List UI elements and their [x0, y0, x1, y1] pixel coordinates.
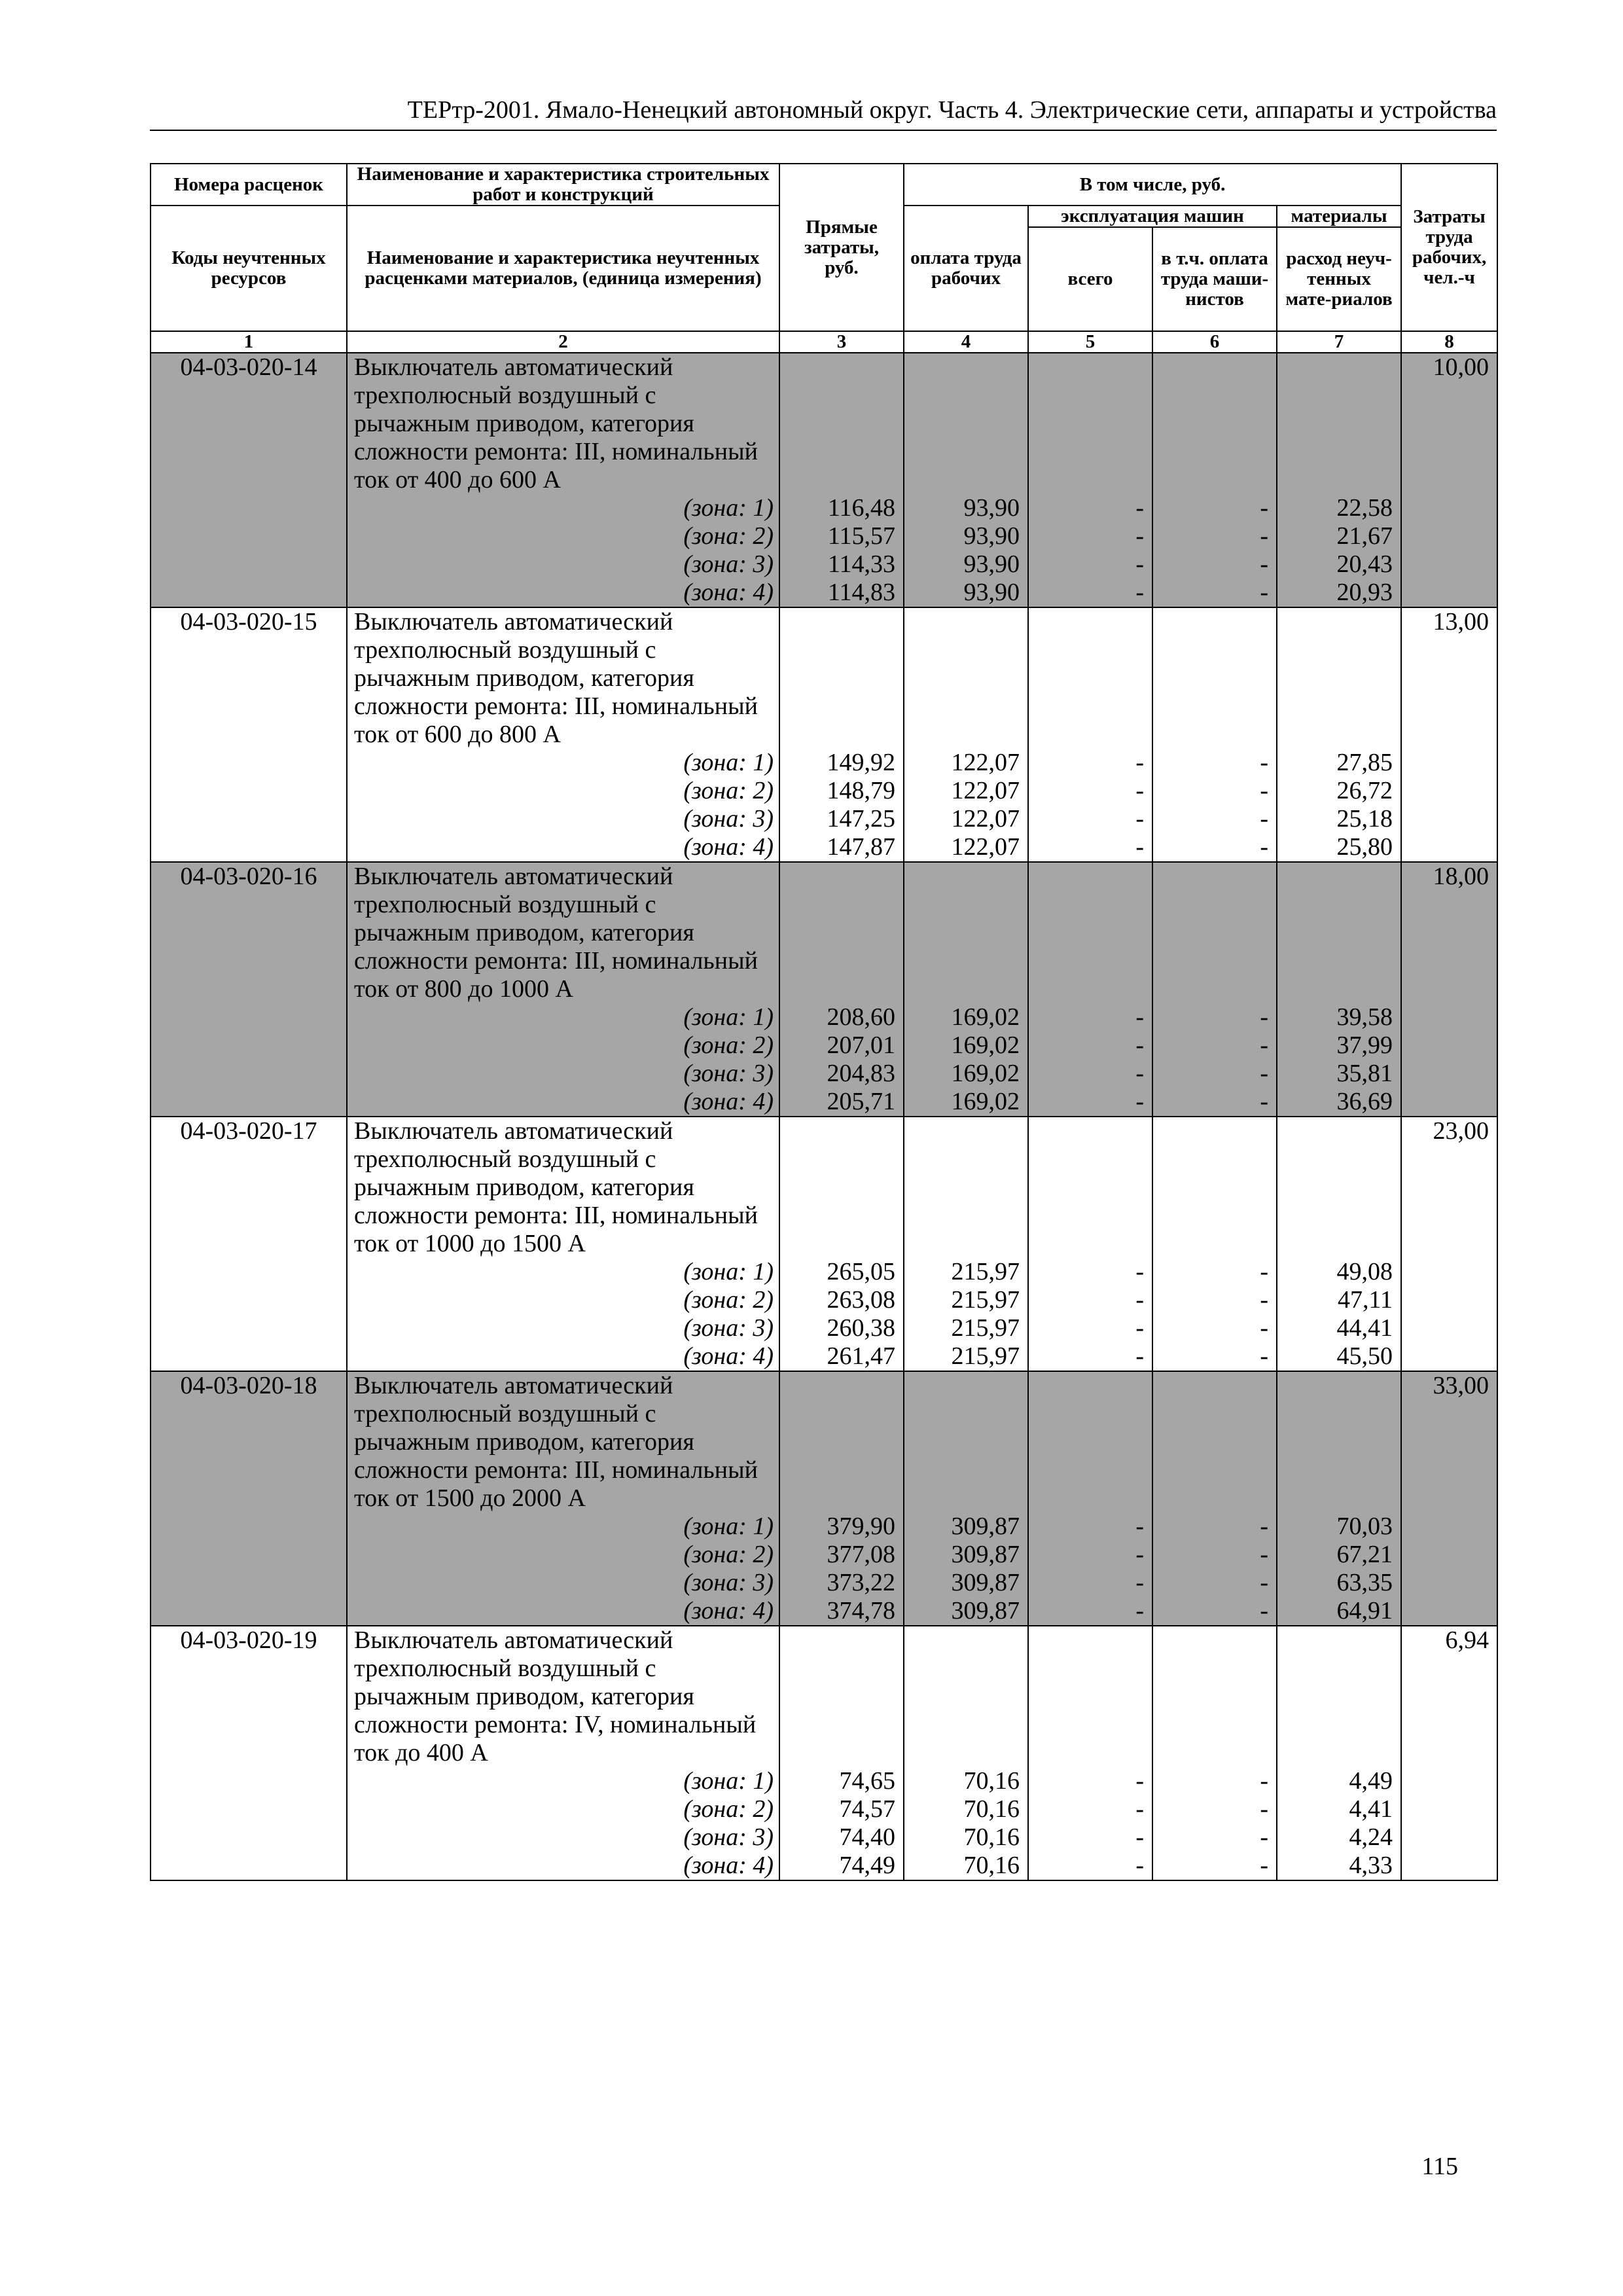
zone-label: (зона: 4) [683, 1597, 774, 1624]
description-line: сложности ремонта: IV, номинальный [354, 1711, 757, 1738]
page-number: 115 [1421, 2153, 1458, 2180]
materials-consumption-value: 4,49 [1349, 1767, 1393, 1795]
materials-consumption-value: 25,80 [1336, 833, 1393, 861]
labor-hours-cell [1401, 353, 1497, 607]
description-line: Выключатель автоматический [354, 608, 673, 636]
head-resource-codes: Коды неучтенных ресурсов [151, 206, 347, 331]
zone-label: (зона: 1) [683, 494, 774, 522]
materials-consumption-value: 25,18 [1336, 805, 1393, 833]
materials-consumption-value: 45,50 [1336, 1342, 1393, 1370]
direct-costs-value: 260,38 [827, 1314, 895, 1342]
labor-pay-value: 215,97 [951, 1286, 1020, 1314]
zone-label: (зона: 2) [683, 1286, 774, 1314]
machines-total-value: - [1135, 833, 1144, 861]
table-row [151, 862, 1497, 1117]
machines-pay-cell [1152, 607, 1277, 862]
column-numbers-row [151, 331, 1497, 353]
zone-label: (зона: 1) [683, 1513, 774, 1540]
direct-costs-value: 74,65 [839, 1767, 895, 1795]
rate-description [347, 353, 779, 607]
column-number: 1 [151, 331, 347, 353]
description-line: сложности ремонта: III, номинальный [354, 1456, 758, 1484]
labor-hours-cell [1401, 1117, 1497, 1371]
machines-pay-value: - [1260, 1060, 1268, 1087]
machines-pay-value: - [1260, 1088, 1268, 1115]
zone-label: (зона: 3) [683, 1060, 774, 1087]
description-line: трехполюсный воздушный с [354, 1400, 656, 1427]
labor-hours-value: 18,00 [1433, 863, 1489, 890]
column-number: 8 [1401, 331, 1497, 353]
rate-description [347, 862, 779, 1117]
machines-total-value: - [1135, 1003, 1144, 1031]
description-line: Выключатель автоматический [354, 353, 673, 381]
table-row [151, 353, 1497, 607]
rate-code [151, 862, 347, 1117]
head-labor-pay: оплата труда рабочих [904, 206, 1028, 331]
description-line: трехполюсный воздушный с [354, 891, 656, 918]
description-line: Выключатель автоматический [354, 1372, 673, 1399]
rate-code [151, 1371, 347, 1626]
materials-consumption-value: 47,11 [1337, 1286, 1393, 1314]
materials-consumption-value: 22,58 [1336, 494, 1393, 522]
head-materials-consumption: расход неуч-тенных мате-риалов [1277, 227, 1401, 331]
machines-pay-value: - [1260, 550, 1268, 578]
zone-label: (зона: 3) [683, 805, 774, 833]
machines-pay-value: - [1260, 1286, 1268, 1314]
labor-hours-value: 23,00 [1433, 1117, 1489, 1145]
machines-pay-value: - [1260, 1823, 1268, 1851]
head-material-name: Наименование и характеристика неучтенных расценками материалов, (единица измерения) [347, 206, 779, 331]
labor-pay-value: 215,97 [951, 1258, 1020, 1285]
materials-consumption-value: 44,41 [1336, 1314, 1393, 1342]
labor-pay-value: 93,90 [963, 494, 1020, 522]
materials-consumption-cell [1277, 1371, 1401, 1626]
machines-pay-value: - [1260, 1852, 1268, 1879]
labor-pay-value: 93,90 [963, 579, 1020, 606]
labor-pay-value: 215,97 [951, 1314, 1020, 1342]
zone-label: (зона: 1) [683, 1003, 774, 1031]
description-line: ток до 400 А [354, 1739, 488, 1767]
materials-consumption-cell [1277, 353, 1401, 607]
description-line: сложности ремонта: III, номинальный [354, 692, 758, 720]
rate-code [151, 1117, 347, 1371]
description-line: ток от 400 до 600 А [354, 466, 561, 493]
machines-total-value: - [1135, 494, 1144, 522]
machines-pay-value: - [1260, 1767, 1268, 1795]
rate-description [347, 1371, 779, 1626]
table-body [151, 353, 1497, 1880]
labor-hours-value: 6,94 [1445, 1626, 1489, 1654]
description-line: сложности ремонта: III, номинальный [354, 438, 758, 465]
description-line: трехполюсный воздушный с [354, 382, 656, 409]
description-line: рычажным приводом, категория [354, 664, 694, 692]
rate-code-text: 04-03-020-18 [180, 1372, 317, 1399]
direct-costs-cell [779, 862, 904, 1117]
labor-pay-value: 70,16 [963, 1823, 1020, 1851]
zone-label: (зона: 3) [683, 550, 774, 578]
materials-consumption-value: 20,93 [1336, 579, 1393, 606]
materials-consumption-cell [1277, 1626, 1401, 1880]
table-row [151, 1626, 1497, 1880]
direct-costs-value: 114,33 [827, 550, 895, 578]
direct-costs-value: 148,79 [827, 777, 895, 804]
rate-code [151, 353, 347, 607]
description-line: Выключатель автоматический [354, 1626, 673, 1654]
direct-costs-value: 208,60 [827, 1003, 895, 1031]
materials-consumption-value: 37,99 [1336, 1031, 1393, 1059]
direct-costs-value: 261,47 [827, 1342, 895, 1370]
labor-hours-cell [1401, 1626, 1497, 1880]
machines-pay-cell [1152, 862, 1277, 1117]
machines-pay-value: - [1260, 579, 1268, 606]
machines-pay-value: - [1260, 749, 1268, 776]
labor-pay-value: 93,90 [963, 522, 1020, 550]
machines-pay-value: - [1260, 1513, 1268, 1540]
table-head [151, 164, 1497, 353]
machines-pay-value: - [1260, 1003, 1268, 1031]
zone-label: (зона: 1) [683, 1258, 774, 1285]
materials-consumption-value: 4,33 [1349, 1852, 1393, 1879]
labor-pay-cell [904, 353, 1028, 607]
description-line: трехполюсный воздушный с [354, 1655, 656, 1682]
rate-description [347, 1626, 779, 1880]
zone-label: (зона: 2) [683, 522, 774, 550]
description-line: трехполюсный воздушный с [354, 1145, 656, 1173]
machines-total-value: - [1135, 1597, 1144, 1624]
direct-costs-value: 377,08 [827, 1541, 895, 1568]
direct-costs-cell [779, 1117, 904, 1371]
direct-costs-cell [779, 1371, 904, 1626]
machines-pay-value: - [1260, 777, 1268, 804]
labor-hours-cell [1401, 607, 1497, 862]
rate-code-text: 04-03-020-14 [180, 353, 317, 381]
labor-pay-value: 309,87 [951, 1597, 1020, 1624]
machines-total-value: - [1135, 1569, 1144, 1596]
rate-code-text: 04-03-020-19 [180, 1626, 317, 1654]
zone-label: (зона: 4) [683, 1088, 774, 1115]
direct-costs-value: 379,90 [827, 1513, 895, 1540]
description-line: ток от 600 до 800 А [354, 721, 561, 748]
direct-costs-value: 74,57 [839, 1795, 895, 1823]
machines-total-value: - [1135, 1031, 1144, 1059]
labor-pay-value: 169,02 [951, 1003, 1020, 1031]
description-line: ток от 1500 до 2000 А [354, 1484, 586, 1512]
machines-pay-cell [1152, 1626, 1277, 1880]
machines-pay-value: - [1260, 1597, 1268, 1624]
labor-pay-value: 70,16 [963, 1795, 1020, 1823]
machines-total-value: - [1135, 1314, 1144, 1342]
zone-label: (зона: 1) [683, 749, 774, 776]
materials-consumption-cell [1277, 1117, 1401, 1371]
rate-code-text: 04-03-020-16 [180, 863, 317, 890]
machines-pay-value: - [1260, 1258, 1268, 1285]
labor-pay-value: 215,97 [951, 1342, 1020, 1370]
table-row [151, 607, 1497, 862]
machines-total-value: - [1135, 1541, 1144, 1568]
direct-costs-value: 207,01 [827, 1031, 895, 1059]
zone-label: (зона: 2) [683, 777, 774, 804]
head-rate-numbers: Номера расценок [151, 164, 347, 206]
materials-consumption-value: 20,43 [1336, 550, 1393, 578]
machines-total-value: - [1135, 550, 1144, 578]
description-line: рычажным приводом, категория [354, 1428, 694, 1456]
zone-label: (зона: 2) [683, 1541, 774, 1568]
description-line: сложности ремонта: III, номинальный [354, 1202, 758, 1229]
direct-costs-value: 116,48 [827, 494, 895, 522]
column-number: 5 [1028, 331, 1152, 353]
zone-label: (зона: 4) [683, 1342, 774, 1370]
machines-total-cell [1028, 1117, 1152, 1371]
direct-costs-value: 265,05 [827, 1258, 895, 1285]
machines-total-cell [1028, 1371, 1152, 1626]
machines-pay-value: - [1260, 1314, 1268, 1342]
direct-costs-value: 263,08 [827, 1286, 895, 1314]
table-row [151, 1117, 1497, 1371]
labor-hours-cell [1401, 862, 1497, 1117]
machines-total-value: - [1135, 777, 1144, 804]
zone-label: (зона: 4) [683, 1852, 774, 1879]
head-including: В том числе, руб. [904, 164, 1401, 206]
machines-pay-value: - [1260, 1541, 1268, 1568]
machines-pay-value: - [1260, 522, 1268, 550]
machines-total-value: - [1135, 1342, 1144, 1370]
labor-pay-cell [904, 1117, 1028, 1371]
materials-consumption-cell [1277, 607, 1401, 862]
materials-consumption-value: 35,81 [1336, 1060, 1393, 1087]
machines-pay-value: - [1260, 1342, 1268, 1370]
direct-costs-value: 204,83 [827, 1060, 895, 1087]
machines-pay-value: - [1260, 1031, 1268, 1059]
materials-consumption-cell [1277, 862, 1401, 1117]
labor-pay-value: 70,16 [963, 1767, 1020, 1795]
machines-pay-cell [1152, 1371, 1277, 1626]
head-labor-costs: Затраты труда рабочих, чел.-ч [1401, 164, 1497, 331]
direct-costs-value: 147,25 [827, 805, 895, 833]
labor-pay-value: 122,07 [951, 805, 1020, 833]
materials-consumption-value: 26,72 [1336, 777, 1393, 804]
description-line: трехполюсный воздушный с [354, 636, 656, 664]
machines-total-cell [1028, 862, 1152, 1117]
machines-total-value: - [1135, 805, 1144, 833]
column-number: 7 [1277, 331, 1401, 353]
machines-total-value: - [1135, 1795, 1144, 1823]
machines-total-cell [1028, 353, 1152, 607]
rates-table [150, 163, 1498, 1881]
direct-costs-cell [779, 607, 904, 862]
labor-hours-value: 33,00 [1433, 1372, 1489, 1399]
description-line: рычажным приводом, категория [354, 919, 694, 946]
head-direct-costs: Прямые затраты, руб. [779, 164, 904, 331]
materials-consumption-value: 27,85 [1336, 749, 1393, 776]
rate-description [347, 1117, 779, 1371]
direct-costs-value: 205,71 [827, 1088, 895, 1115]
head-machines: эксплуатация машин [1028, 206, 1277, 227]
zone-label: (зона: 2) [683, 1795, 774, 1823]
machines-pay-cell [1152, 1117, 1277, 1371]
labor-pay-value: 122,07 [951, 777, 1020, 804]
rate-description [347, 607, 779, 862]
machines-total-cell [1028, 1626, 1152, 1880]
description-line: Выключатель автоматический [354, 863, 673, 890]
materials-consumption-value: 64,91 [1336, 1597, 1393, 1624]
machines-pay-value: - [1260, 494, 1268, 522]
labor-pay-value: 309,87 [951, 1513, 1020, 1540]
rate-code-text: 04-03-020-15 [180, 608, 317, 636]
materials-consumption-value: 39,58 [1336, 1003, 1393, 1031]
rate-code [151, 607, 347, 862]
labor-pay-value: 309,87 [951, 1541, 1020, 1568]
labor-pay-value: 309,87 [951, 1569, 1020, 1596]
machines-total-value: - [1135, 1088, 1144, 1115]
machines-total-value: - [1135, 749, 1144, 776]
materials-consumption-value: 63,35 [1336, 1569, 1393, 1596]
materials-consumption-value: 49,08 [1336, 1258, 1393, 1285]
head-machines-pay: в т.ч. оплата труда маши-нистов [1152, 227, 1277, 331]
description-line: Выключатель автоматический [354, 1117, 673, 1145]
labor-pay-value: 122,07 [951, 749, 1020, 776]
description-line: ток от 800 до 1000 А [354, 975, 573, 1003]
labor-pay-cell [904, 607, 1028, 862]
materials-consumption-value: 21,67 [1336, 522, 1393, 550]
zone-label: (зона: 4) [683, 579, 774, 606]
machines-pay-value: - [1260, 833, 1268, 861]
labor-hours-value: 10,00 [1433, 353, 1489, 381]
direct-costs-value: 149,92 [827, 749, 895, 776]
direct-costs-cell [779, 353, 904, 607]
machines-total-value: - [1135, 579, 1144, 606]
direct-costs-value: 115,57 [827, 522, 895, 550]
machines-pay-value: - [1260, 1795, 1268, 1823]
labor-pay-value: 169,02 [951, 1060, 1020, 1087]
description-line: сложности ремонта: III, номинальный [354, 947, 758, 975]
materials-consumption-value: 36,69 [1336, 1088, 1393, 1115]
labor-hours-cell [1401, 1371, 1497, 1626]
machines-pay-cell [1152, 353, 1277, 607]
description-line: рычажным приводом, категория [354, 1174, 694, 1201]
direct-costs-value: 374,78 [827, 1597, 895, 1624]
labor-pay-value: 93,90 [963, 550, 1020, 578]
head-materials: материалы [1277, 206, 1401, 227]
direct-costs-value: 74,49 [839, 1852, 895, 1879]
zone-label: (зона: 1) [683, 1767, 774, 1795]
labor-pay-cell [904, 1371, 1028, 1626]
labor-pay-cell [904, 862, 1028, 1117]
page-header: ТЕРтр-2001. Ямало-Ненецкий автономный округ. Часть 4. Электрические сети, аппараты и устройства [150, 90, 1497, 131]
machines-total-value: - [1135, 1060, 1144, 1087]
materials-consumption-value: 4,41 [1349, 1795, 1393, 1823]
labor-pay-value: 122,07 [951, 833, 1020, 861]
materials-consumption-value: 70,03 [1336, 1513, 1393, 1540]
column-number: 4 [904, 331, 1028, 353]
machines-total-value: - [1135, 1258, 1144, 1285]
machines-total-value: - [1135, 1767, 1144, 1795]
rate-code-text: 04-03-020-17 [180, 1117, 317, 1145]
machines-total-cell [1028, 607, 1152, 862]
description-line: рычажным приводом, категория [354, 410, 694, 437]
column-number: 3 [779, 331, 904, 353]
column-number: 6 [1152, 331, 1277, 353]
direct-costs-value: 74,40 [839, 1823, 895, 1851]
zone-label: (зона: 4) [683, 833, 774, 861]
direct-costs-value: 114,83 [827, 579, 895, 606]
materials-consumption-value: 4,24 [1349, 1823, 1393, 1851]
labor-pay-value: 70,16 [963, 1852, 1020, 1879]
rate-code [151, 1626, 347, 1880]
head-machines-total: всего [1028, 227, 1152, 331]
direct-costs-value: 147,87 [827, 833, 895, 861]
description-line: рычажным приводом, категория [354, 1683, 694, 1710]
machines-total-value: - [1135, 1286, 1144, 1314]
labor-hours-value: 13,00 [1433, 608, 1489, 636]
machines-total-value: - [1135, 522, 1144, 550]
labor-pay-cell [904, 1626, 1028, 1880]
head-work-name: Наименование и характеристика строительных работ и конструкций [347, 164, 779, 206]
labor-pay-value: 169,02 [951, 1031, 1020, 1059]
machines-total-value: - [1135, 1513, 1144, 1540]
table-row [151, 1371, 1497, 1626]
machines-pay-value: - [1260, 805, 1268, 833]
materials-consumption-value: 67,21 [1336, 1541, 1393, 1568]
zone-label: (зона: 2) [683, 1031, 774, 1059]
direct-costs-value: 373,22 [827, 1569, 895, 1596]
direct-costs-cell [779, 1626, 904, 1880]
zone-label: (зона: 3) [683, 1823, 774, 1851]
zone-label: (зона: 3) [683, 1569, 774, 1596]
machines-total-value: - [1135, 1823, 1144, 1851]
machines-pay-value: - [1260, 1569, 1268, 1596]
zone-label: (зона: 3) [683, 1314, 774, 1342]
labor-pay-value: 169,02 [951, 1088, 1020, 1115]
column-number: 2 [347, 331, 779, 353]
machines-total-value: - [1135, 1852, 1144, 1879]
description-line: ток от 1000 до 1500 А [354, 1230, 586, 1257]
